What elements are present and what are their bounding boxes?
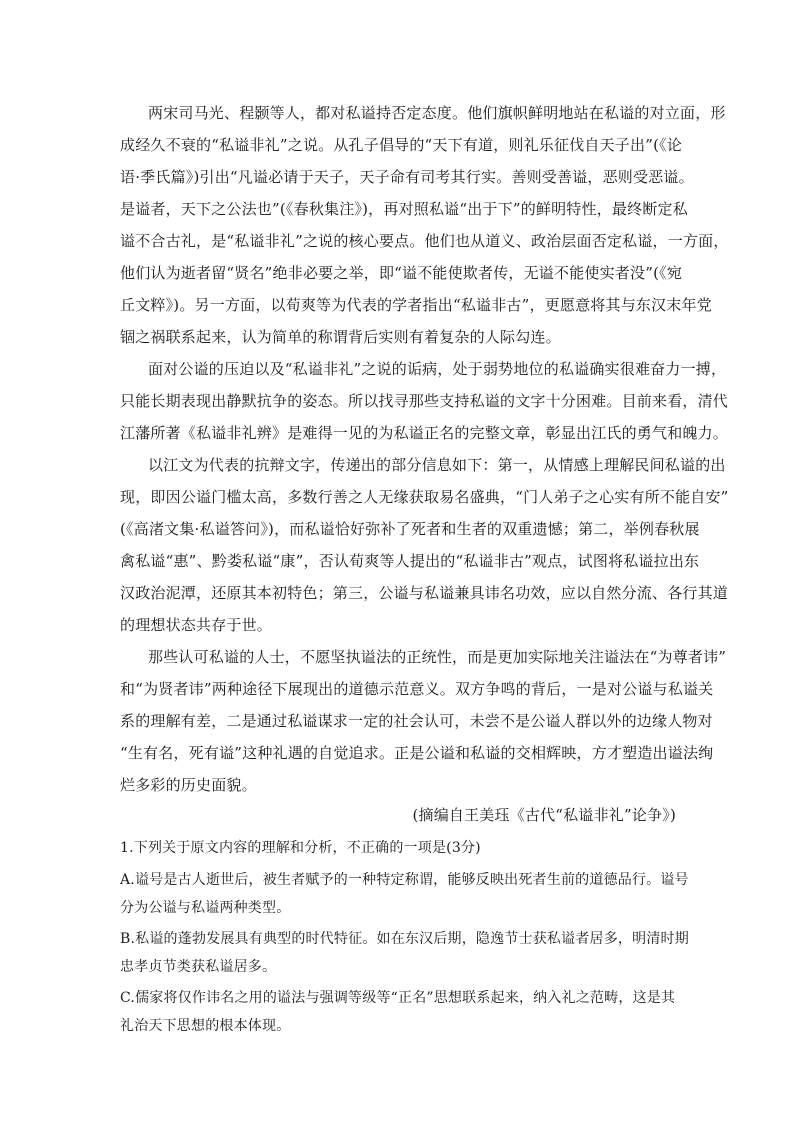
option-b-line-2: 忠孝贞节类获私谥居多。 [120, 959, 277, 975]
paragraph-1-line-5: 谥不合古礼，是“私谥非礼”之说的核心要点。他们也从道义、政治层面否定私谥，一方面， [120, 232, 729, 250]
paragraph-3-line-4: 禽私谥“惠”、黔娄私谥“康”，否认荀爽等人提出的“私谥非古”观点，试图将私谥拉出东 [120, 552, 700, 570]
source-citation: (摘编自王美珏《古代“私谥非礼”论争》) [412, 806, 676, 824]
paragraph-1-line-1: 两宋司马光、程颢等人，都对私谥持否定态度。他们旗帜鲜明地站在私谥的对立面，形 [148, 104, 726, 122]
paragraph-3-line-1: 以江文为代表的抗辩文字，传递出的部分信息如下：第一，从情感上理解民间私谥的出 [148, 456, 726, 474]
paragraph-4-line-4: “生有名，死有谥”这种礼遇的自觉追求。正是公谥和私谥的交相辉映，方才塑造出谥法绚 [120, 744, 714, 762]
paragraph-4-line-1: 那些认可私谥的人士，不愿坚执谥法的正统性，而是更加实际地关注谥法在“为尊者讳” [148, 648, 727, 666]
option-a-line-2: 分为公谥与私谥两种类型。 [120, 900, 291, 916]
paragraph-1-line-6: 他们认为逝者留“贤名”绝非必要之举，即“谥不能使欺者传，无谥不能使实者没”(《宛 [120, 264, 683, 282]
paragraph-4-line-5: 烂多彩的历史面貌。 [120, 776, 257, 794]
option-b-line-1: B.私谥的蓬勃发展具有典型的时代特征。如在东汉后期，隐逸节士获私谥者居多，明清时期 [120, 931, 689, 947]
paragraph-3-line-3: (《高渚文集·私谥答问》)，而私谥恰好弥补了死者和生者的双重遗憾；第二，举例春秋展 [120, 520, 700, 538]
paragraph-2-line-3: 江藩所著《私谥非礼辨》是难得一见的为私谥正名的完整文章，彰显出江氏的勇气和魄力。 [120, 424, 729, 442]
paragraph-1-line-7: 丘文粹》)。另一方面，以荀爽等为代表的学者指出“私谥非古”，更愿意将其与东汉末年党 [120, 296, 712, 314]
paragraph-3-line-5: 汉政治泥潭，还原其本初特色；第三，公谥与私谥兼具讳名功效，应以自然分流、各行其道 [120, 584, 729, 602]
question-stem: 1.下列关于原文内容的理解和分析，不正确的一项是(3分) [120, 840, 481, 856]
paragraph-3-line-2: 现，即因公谥门槛太高，多数行善之人无缘获取易名盛典，“门人弟子之心实有所不能自安” [120, 488, 729, 506]
paragraph-3-line-6: 的理想状态共存于世。 [120, 616, 273, 634]
paragraph-4-line-3: 系的理解有差，二是通过私谥谋求一定的社会认可，未尝不是公谥人群以外的边缘人物对 [120, 712, 713, 730]
paragraph-2-line-1: 面对公谥的压迫以及“私谥非礼”之说的诟病，处于弱势地位的私谥确实很难奋力一搏， [148, 360, 727, 378]
paragraph-1-line-4: 是谥者，天下之公法也”(《春秋集注》)，再对照私谥“出于下”的鲜明特性，最终断定私 [120, 200, 688, 218]
option-c-line-2: 礼治天下思想的根本体现。 [120, 1018, 291, 1034]
option-c-line-1: C.儒家将仅作讳名之用的谥法与强调等级等“正名”思想联系起来，纳入礼之范畴，这是其 [120, 990, 676, 1006]
paragraph-2-line-2: 只能长期表现出静默抗争的姿态。所以找寻那些支持私谥的文字十分困难。目前来看，清代 [120, 392, 729, 410]
paragraph-1-line-2: 成经久不衰的“私谥非礼”之说。从孔子倡导的“天下有道，则礼乐征伐自天子出”(《论 [120, 136, 683, 154]
option-a-line-1: A.谥号是古人逝世后，被生者赋予的一种特定称谓，能够反映出死者生前的道德品行。谥号 [120, 872, 689, 888]
paragraph-1-line-3: 语·季氏篇》)引出“凡谥必请于天子，天子命有司考其行实。善则受善谥，恶则受恶谥。 [120, 168, 694, 186]
paragraph-1-line-8: 锢之祸联系起来，认为简单的称谓背后实则有着复杂的人际勾连。 [120, 328, 561, 346]
paragraph-4-line-2: 和“为贤者讳”两种途径下展现出的道德示范意义。双方争鸣的背后，一是对公谥与私谥关 [120, 680, 714, 698]
